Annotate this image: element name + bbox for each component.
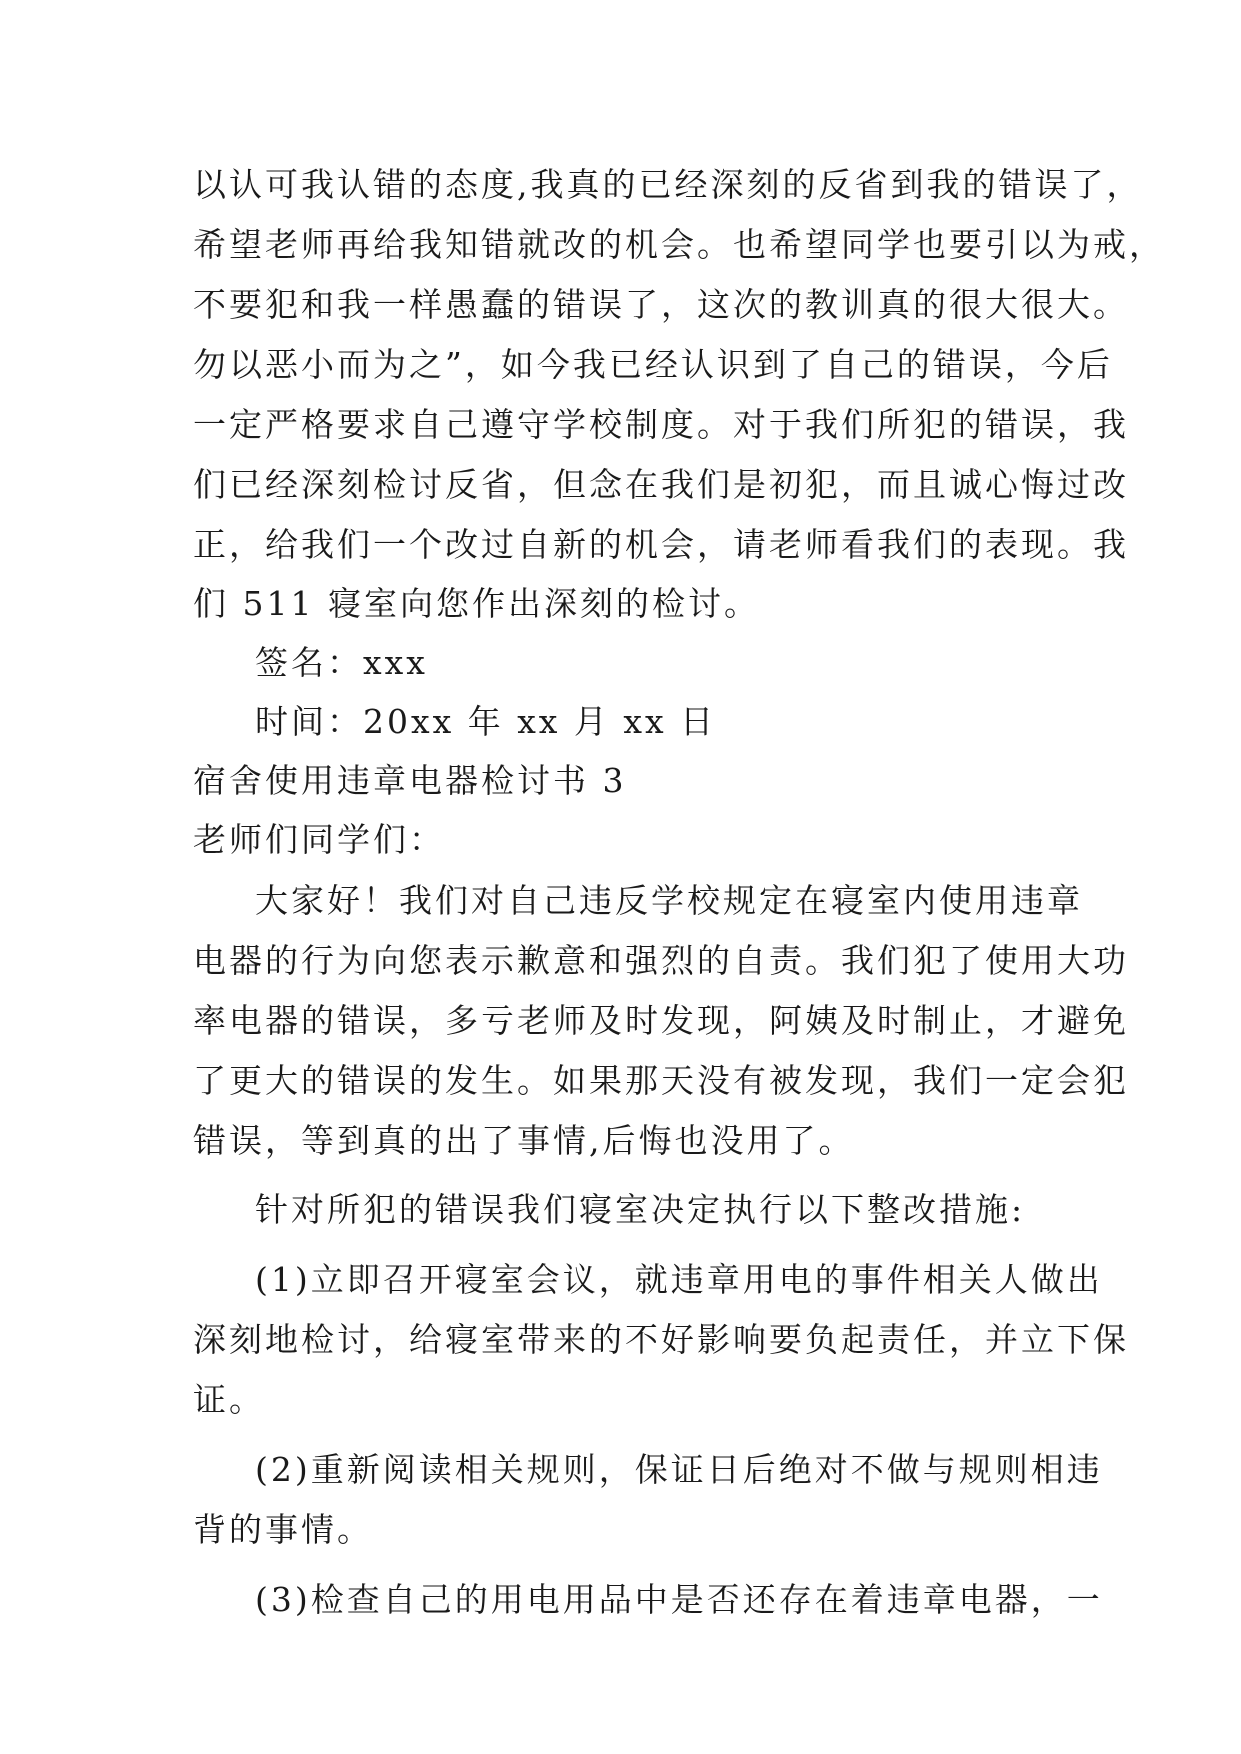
paragraph-line: 们 511 寝室向您作出深刻的检讨。 bbox=[193, 584, 760, 623]
paragraph-line: 错误，等到真的出了事情,后悔也没用了。 bbox=[193, 1121, 855, 1160]
list-item-line: (3)检查自己的用电用品中是否还存在着违章电器，一 bbox=[255, 1580, 1103, 1619]
signature-line: 签名：xxx bbox=[255, 643, 428, 682]
paragraph-line: 们已经深刻检讨反省，但念在我们是初犯，而且诚心悔过改 bbox=[193, 465, 1129, 504]
paragraph-line: 不要犯和我一样愚蠢的错误了，这次的教训真的很大很大。 bbox=[193, 285, 1129, 324]
date-line: 时间：20xx 年 xx 月 xx 日 bbox=[255, 702, 717, 741]
paragraph-line: 希望老师再给我知错就改的机会。也希望同学也要引以为戒， bbox=[193, 225, 1165, 264]
paragraph-line: 针对所犯的错误我们寝室决定执行以下整改措施: bbox=[255, 1190, 1026, 1229]
list-item-line: 深刻地检讨，给寝室带来的不好影响要负起责任，并立下保 bbox=[193, 1320, 1129, 1359]
paragraph-line: 以认可我认错的态度,我真的已经深刻的反省到我的错误了， bbox=[193, 165, 1143, 204]
paragraph-line: 大家好！我们对自己违反学校规定在寝室内使用违章 bbox=[255, 881, 1083, 920]
paragraph-line: 了更大的错误的发生。如果那天没有被发现，我们一定会犯 bbox=[193, 1061, 1129, 1100]
list-item-line: (2)重新阅读相关规则，保证日后绝对不做与规则相违 bbox=[255, 1450, 1103, 1489]
salutation: 老师们同学们： bbox=[193, 820, 445, 859]
paragraph-line: 一定严格要求自己遵守学校制度。对于我们所犯的错误，我 bbox=[193, 405, 1129, 444]
paragraph-line: 电器的行为向您表示歉意和强烈的自责。我们犯了使用大功 bbox=[193, 941, 1129, 980]
list-item-line: 背的事情。 bbox=[193, 1510, 373, 1549]
section-title: 宿舍使用违章电器检讨书 3 bbox=[193, 761, 627, 800]
paragraph-line: 勿以恶小而为之”，如今我已经认识到了自己的错误，今后 bbox=[193, 345, 1113, 384]
paragraph-line: 率电器的错误，多亏老师及时发现，阿姨及时制止，才避免 bbox=[193, 1001, 1129, 1040]
paragraph-line: 正，给我们一个改过自新的机会，请老师看我们的表现。我 bbox=[193, 525, 1129, 564]
list-item-line: (1)立即召开寝室会议，就违章用电的事件相关人做出 bbox=[255, 1260, 1103, 1299]
list-item-line: 证。 bbox=[193, 1380, 265, 1419]
